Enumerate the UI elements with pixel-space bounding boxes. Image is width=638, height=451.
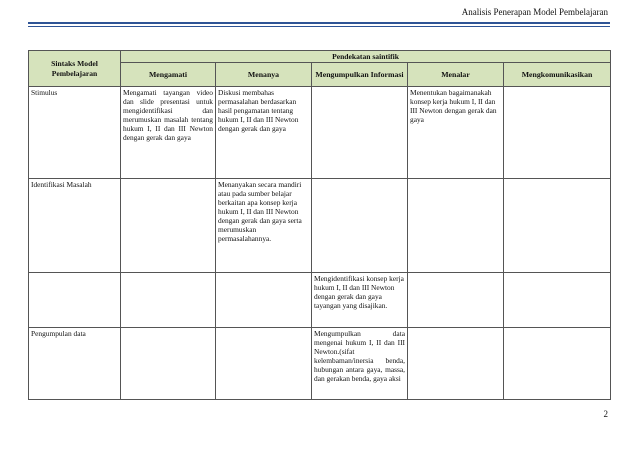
- syntax-cell: Stimulus: [29, 87, 121, 179]
- syntax-cell: [29, 273, 121, 328]
- menanya-cell: [216, 273, 312, 328]
- mengamati-cell: [121, 328, 216, 400]
- syntax-table: [28, 50, 611, 400]
- header-rule-thin: [28, 26, 610, 27]
- mengkomunikasikan-cell: [504, 87, 611, 179]
- column-header-mengkomunikasikan: Mengkomunikasikan: [504, 63, 611, 87]
- mengumpulkan-cell: Mengumpulkan data mengenai hukum I, II dan III Newton.(sifat kelembaman/inersia benda, hubungan antara gaya, massa, dan gerakan benda, gaya aksi: [312, 328, 408, 400]
- syntax-cell: Pengumpulan data: [29, 328, 121, 400]
- mengkomunikasikan-cell: [504, 273, 611, 328]
- mengkomunikasikan-cell: [504, 179, 611, 273]
- page-number: 2: [603, 409, 608, 419]
- table-row: [29, 179, 611, 273]
- table-row: [29, 87, 611, 179]
- menalar-cell: [408, 179, 504, 273]
- menanya-cell: Diskusi membahas permasalahan berdasarkan hasil pengamatan tentang hukum I, II dan III Newton dengan gerak dan gaya: [216, 87, 312, 179]
- group-header: Pendekatan saintifik: [121, 51, 611, 63]
- syntax-cell: Identifikasi Masalah: [29, 179, 121, 273]
- header-rule: [28, 22, 610, 24]
- mengamati-cell: [121, 273, 216, 328]
- mengkomunikasikan-cell: [504, 328, 611, 400]
- menanya-cell: Menanyakan secara mandiri atau pada sumber belajar berkaitan apa konsep kerja hukum I, II dan III Newton dengan gerak dan gaya serta merumuskan permasalahannya.: [216, 179, 312, 273]
- column-header-mengumpulkan-informasi: Mengumpulkan Informasi: [312, 63, 408, 87]
- table-row: [29, 328, 611, 400]
- mengumpulkan-cell: Mengidentifikasi konsep kerja hukum I, II dan III Newton dengan gerak dan gaya tayangan yang disajikan.: [312, 273, 408, 328]
- page-header: Analisis Penerapan Model Pembelajaran: [461, 7, 608, 17]
- mengamati-cell: Mengamati tayangan video dan slide presentasi untuk mengidentifikasi dan merumuskan masalah tentang hukum I, II dan III Newton dengan gerak dan gaya: [121, 87, 216, 179]
- mengumpulkan-cell: [312, 87, 408, 179]
- menalar-cell: [408, 273, 504, 328]
- column-header-mengamati: Mengamati: [121, 63, 216, 87]
- table-row: [29, 273, 611, 328]
- mengumpulkan-cell: [312, 179, 408, 273]
- menalar-cell: [408, 328, 504, 400]
- column-header-menalar: Menalar: [408, 63, 504, 87]
- column-header-menanya: Menanya: [216, 63, 312, 87]
- menanya-cell: [216, 328, 312, 400]
- syntax-header: Sintaks Model Pembelajaran: [29, 51, 121, 87]
- menalar-cell: Menentukan bagaimanakah konsep kerja hukum I, II dan III Newton dengan gerak dan gaya: [408, 87, 504, 179]
- mengamati-cell: [121, 179, 216, 273]
